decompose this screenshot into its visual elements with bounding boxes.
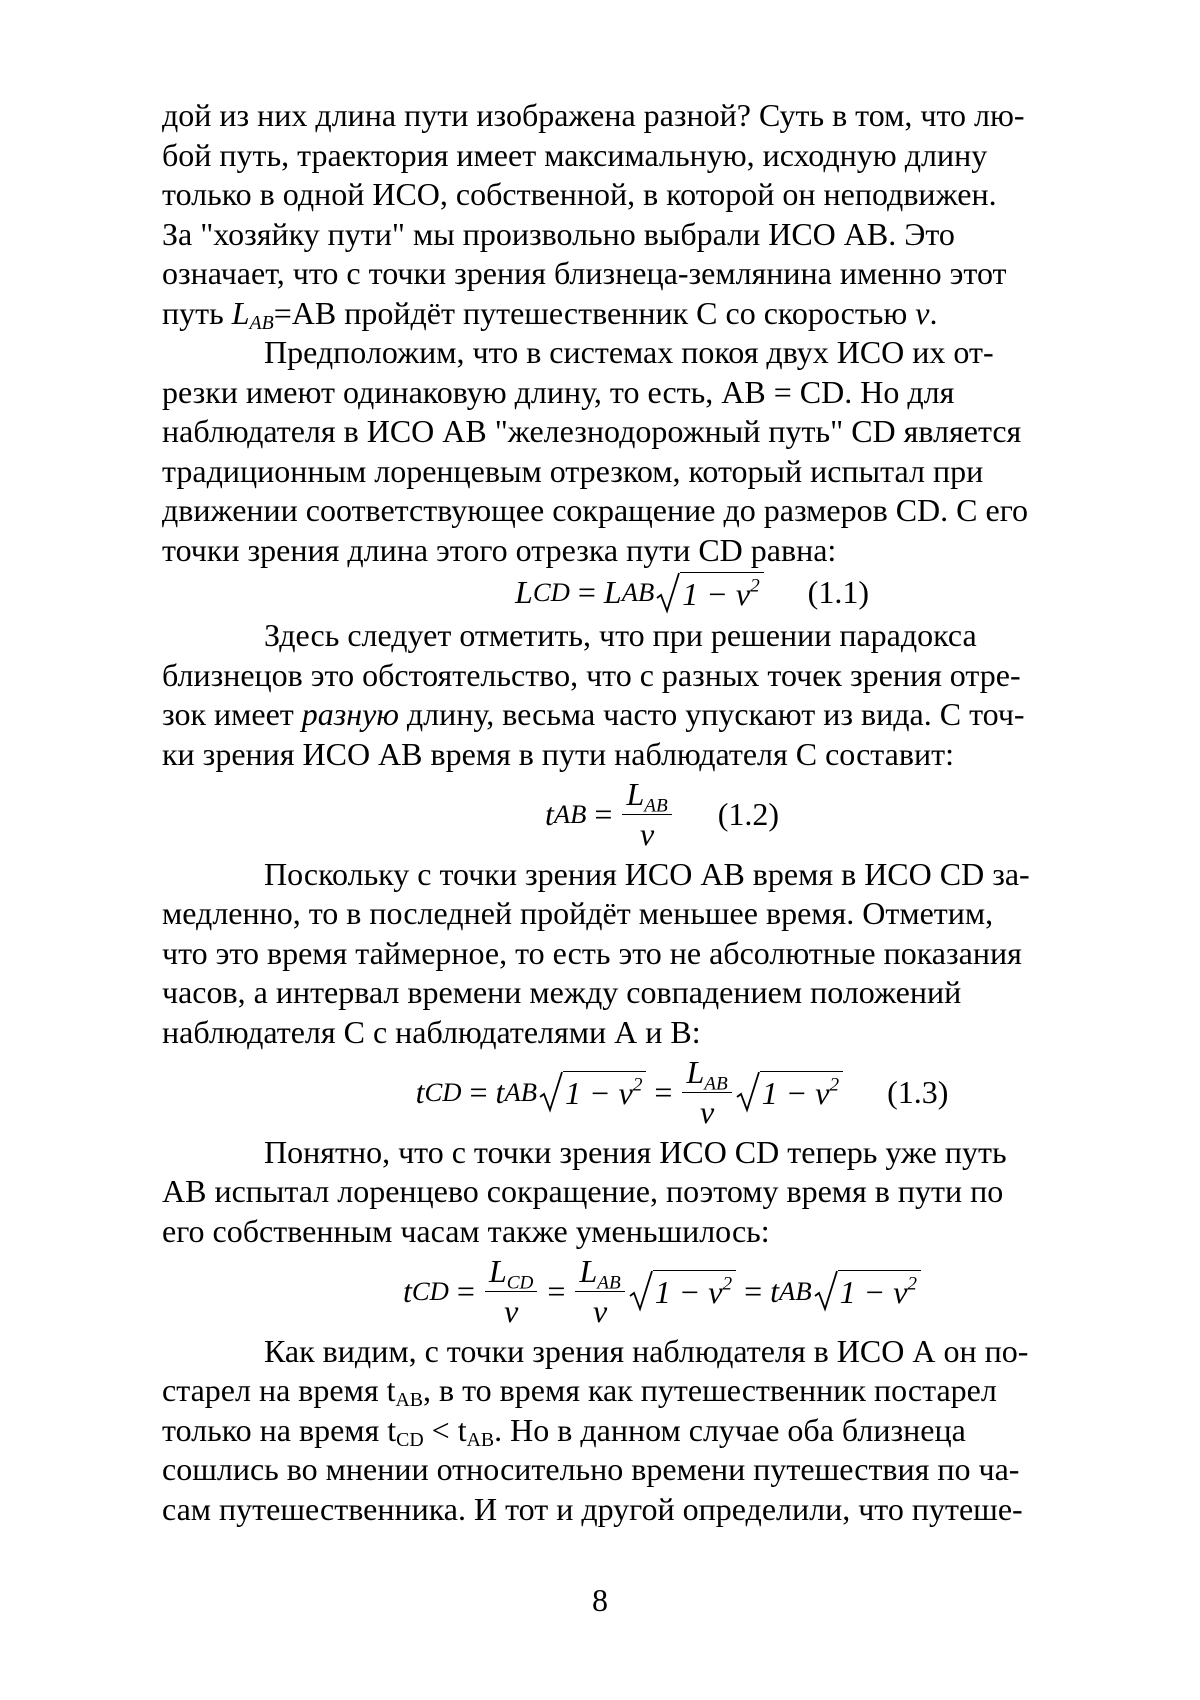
symbol-l: L xyxy=(603,574,622,611)
symbol-l: L xyxy=(488,1253,507,1290)
paragraph-3 xyxy=(162,616,1102,774)
exponent: 2 xyxy=(829,1074,840,1096)
equals-sign: = xyxy=(744,1272,763,1309)
square-root xyxy=(736,1071,843,1113)
equation-1-3 xyxy=(262,1054,1102,1131)
text-line: Здесь следует отметить, что при решении парадокса xyxy=(264,617,977,653)
subscript-ab: AB xyxy=(597,1272,621,1294)
text-line: Поскольку с точки зрения ИСО АВ время в ИСО CD за- xyxy=(264,855,1030,892)
radical-sign-icon xyxy=(629,1270,653,1312)
text-line: наблюдателя С с наблюдателями А и В: xyxy=(162,1013,701,1050)
text-line: традиционным лоренцевым отрезком, который испытал при xyxy=(162,452,984,489)
square-root xyxy=(539,1071,646,1113)
equation-number: (1.1) xyxy=(807,574,869,611)
radical-sign-icon xyxy=(736,1071,760,1113)
symbol-t: t xyxy=(402,1272,412,1309)
subscript-cd: CD xyxy=(424,1076,462,1107)
text-fragment: старел на время t xyxy=(162,1372,396,1409)
text-line: только в одной ИСО, собственной, в которой он неподвижен. xyxy=(162,176,997,212)
subscript-cd: CD xyxy=(411,1275,449,1306)
text-line xyxy=(162,1411,966,1451)
text-line xyxy=(162,696,1025,732)
fraction xyxy=(575,1253,624,1330)
radicand-text: 1 − v xyxy=(839,1274,908,1311)
text-line: его собственным часам также уменьшилось: xyxy=(162,1212,770,1249)
denominator: v xyxy=(592,1292,608,1329)
subscript-cd: CD xyxy=(506,1272,534,1294)
subscript-ab: AB xyxy=(704,1073,728,1095)
text-line: часов, а интервал времени между совпадением положений xyxy=(162,974,962,1011)
equation-1-2 xyxy=(222,776,1102,853)
text-fragment: длину, весьма часто упускают из вида. С точ- xyxy=(398,696,1025,732)
equation-number: (1.2) xyxy=(717,795,780,832)
paragraph-6 xyxy=(162,1332,1102,1530)
symbol-l: L xyxy=(515,574,533,611)
numerator xyxy=(575,1253,624,1292)
text-line: Предположим, что в системах покоя двух ИСО их от- xyxy=(264,334,994,370)
denominator: v xyxy=(699,1093,715,1130)
radicand xyxy=(760,1071,843,1113)
text-fragment: путь xyxy=(162,294,232,331)
symbol-l: L xyxy=(579,1253,598,1290)
subscript-ab: AB xyxy=(621,577,655,608)
paragraph-2 xyxy=(162,333,1102,570)
equals-sign: = xyxy=(654,1073,673,1110)
text-line: наблюдателя в ИСО АВ "железнодорожный путь" CD является xyxy=(162,413,1022,449)
text-fragment: < t xyxy=(423,1411,467,1448)
subscript-ab: AB xyxy=(644,795,668,817)
fraction xyxy=(622,776,671,853)
text-line: точки зрения длина этого отрезка пути CD равна: xyxy=(162,531,837,568)
text-line: ки зрения ИСО АВ время в пути наблюдателя С составит: xyxy=(162,735,954,772)
numerator xyxy=(485,1253,537,1292)
square-root xyxy=(814,1270,921,1312)
text-line: означает, что с точки зрения близнеца-землянина именно этот xyxy=(162,255,1007,291)
text-fragment: зок имеет xyxy=(162,696,302,732)
radicand-text: 1 − v xyxy=(565,1075,633,1112)
exponent: 2 xyxy=(632,1074,643,1096)
denominator: v xyxy=(504,1292,519,1329)
paragraph-4 xyxy=(162,855,1102,1053)
subscript-cd: CD xyxy=(532,577,570,608)
exponent: 2 xyxy=(722,1274,733,1296)
text-fragment: только на время t xyxy=(162,1411,397,1448)
subscript-ab: AB xyxy=(395,1389,423,1412)
text-fragment: . xyxy=(929,294,938,331)
symbol-t: t xyxy=(770,1272,780,1309)
text-line: что это время таймерное, то есть это не абсолютные показания xyxy=(162,934,1022,971)
symbol-t: t xyxy=(544,795,554,832)
numerator xyxy=(622,776,671,815)
text-fragment: =AB пройдёт путешественник С со скоростью xyxy=(273,294,916,331)
radical-sign-icon xyxy=(539,1071,563,1113)
text-line xyxy=(162,1372,997,1412)
emphasis-text: разную xyxy=(301,696,399,732)
exponent: 2 xyxy=(750,575,760,597)
text-line xyxy=(162,294,938,334)
equals-sign: = xyxy=(456,1272,475,1309)
equals-sign: = xyxy=(594,795,613,832)
equals-sign: = xyxy=(469,1073,488,1110)
fraction xyxy=(485,1253,537,1330)
text-line: За "хозяйку пути" мы произвольно выбрали ИСО АВ. Это xyxy=(162,215,955,252)
square-root xyxy=(629,1270,736,1312)
exponent: 2 xyxy=(907,1274,917,1296)
equation-number: (1.3) xyxy=(887,1073,949,1110)
page-number: 8 xyxy=(592,1582,608,1618)
text-line: сам путешественника. И тот и другой определили, что путеше- xyxy=(162,1490,1023,1527)
text-line: Понятно, что с точки зрения ИСО CD теперь уже путь xyxy=(264,1133,1007,1170)
text-line: резки имеют одинаковую длину, то есть, АВ = CD. Но для xyxy=(162,373,955,410)
paragraph-5 xyxy=(162,1133,1102,1252)
square-root xyxy=(656,572,763,614)
text-line: АВ испытал лоренцево сокращение, поэтому время в пути по xyxy=(162,1173,1004,1210)
subscript-ab: AB xyxy=(504,1076,538,1107)
radical-sign-icon xyxy=(814,1270,838,1312)
radicand xyxy=(653,1270,736,1312)
symbol-t: t xyxy=(415,1073,425,1110)
symbol-l: L xyxy=(626,776,645,812)
radicand xyxy=(563,1071,646,1113)
page-body xyxy=(162,96,1102,1529)
radical-sign-icon xyxy=(656,572,680,614)
subscript-ab: AB xyxy=(553,798,587,829)
subscript-ab: AB xyxy=(779,1275,812,1306)
text-line: близнецов это обстоятельство, что с разных точек зрения отре- xyxy=(162,656,1021,693)
radicand-text: 1 − v xyxy=(654,1274,723,1311)
subscript-ab: AB xyxy=(466,1428,495,1451)
symbol-v: v xyxy=(915,294,930,331)
text-line: бой путь, траектория имеет максимальную, исходную длину xyxy=(162,136,988,173)
symbol-l: L xyxy=(686,1054,705,1091)
equation-1-1 xyxy=(282,572,1102,614)
radicand-text: 1 − v xyxy=(761,1075,830,1112)
text-fragment: , в то время как путешественник постарел xyxy=(423,1372,997,1409)
equals-sign: = xyxy=(547,1272,566,1309)
radicand xyxy=(680,572,763,614)
radicand-text: 1 − v xyxy=(682,576,751,612)
symbol-t: t xyxy=(495,1073,505,1110)
numerator xyxy=(682,1054,731,1093)
symbol-l: L xyxy=(231,294,250,331)
text-line: движении соответствующее сокращение до размеров CD. С его xyxy=(162,492,1029,528)
text-fragment: . Но в данном случае оба близнеца xyxy=(494,1411,966,1448)
denominator: v xyxy=(639,815,655,852)
text-line: медленно, то в последней пройдёт меньшее время. Отметим, xyxy=(162,895,994,932)
radicand xyxy=(838,1270,921,1312)
text-line: Как видим, с точки зрения наблюдателя в ИСО А он по- xyxy=(264,1332,1029,1369)
subscript-cd: CD xyxy=(396,1428,424,1451)
text-line: сошлись во мнении относительно времени путешествия по ча- xyxy=(162,1451,1020,1488)
text-line: дой из них длина пути изображена разной? Суть в том, что лю- xyxy=(162,97,1025,133)
subscript-ab: AB xyxy=(249,311,274,334)
equals-sign: = xyxy=(577,574,596,611)
paragraph-1 xyxy=(162,96,1102,333)
fraction xyxy=(682,1054,731,1131)
equation-4 xyxy=(222,1253,1102,1330)
